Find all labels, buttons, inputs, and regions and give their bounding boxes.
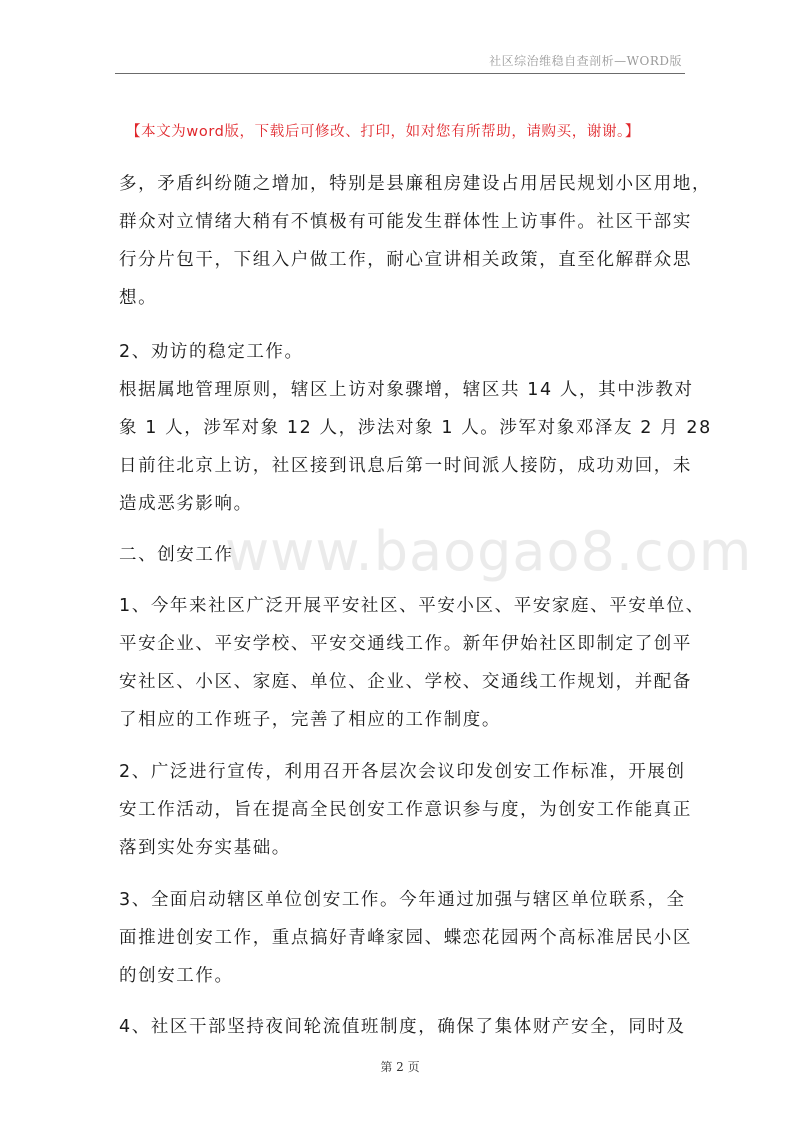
body-line: 想。 xyxy=(119,288,158,308)
download-notice: 【本文为word版，下载后可修改、打印，如对您有所帮助，请购买，谢谢。】 xyxy=(126,124,640,140)
page-number: 第 2 页 xyxy=(380,1060,420,1074)
body-line: 造成恶劣影响。 xyxy=(119,494,253,514)
body-line: 了相应的工作班子，完善了相应的工作制度。 xyxy=(119,710,501,730)
body-line: 落到实处夯实基础。 xyxy=(119,838,291,858)
watermark-text: www.baogao8.com xyxy=(225,520,753,583)
body-line: 安工作活动，旨在提高全民创安工作意识参与度，为创安工作能真正 xyxy=(119,800,692,820)
body-line: 平安企业、平安学校、平安交通线工作。新年伊始社区即制定了创平 xyxy=(119,634,692,654)
body-line: 的创安工作。 xyxy=(119,966,234,986)
body-line: 4、社区干部坚持夜间轮流值班制度，确保了集体财产安全，同时及 xyxy=(119,1017,686,1037)
body-line: 群众对立情绪大稍有不慎极有可能发生群体性上访事件。社区干部实 xyxy=(119,212,692,232)
body-line: 象 1 人，涉军对象 12 人，涉法对象 1 人。涉军对象邓泽友 2 月 28 xyxy=(119,418,712,438)
body-line: 2、广泛进行宣传，利用召开各层次会议印发创安工作标准，开展创 xyxy=(119,762,686,782)
body-line: 面推进创安工作，重点搞好青峰家园、蝶恋花园两个高标准居民小区 xyxy=(119,928,692,948)
body-line: 行分片包干，下组入户做工作，耐心宣讲相关政策，直至化解群众思 xyxy=(119,250,692,270)
body-line: 1、今年来社区广泛开展平安社区、平安小区、平安家庭、平安单位、 xyxy=(119,596,705,616)
section-heading: 2、劝访的稳定工作。 xyxy=(119,342,304,362)
body-line: 安社区、小区、家庭、单位、企业、学校、交通线工作规划，并配备 xyxy=(119,672,692,692)
body-line: 多，矛盾纠纷随之增加，特别是县廉租房建设占用居民规划小区用地， xyxy=(119,174,712,194)
body-line: 3、全面启动辖区单位创安工作。今年通过加强与辖区单位联系，全 xyxy=(119,890,686,910)
section-heading: 二、创安工作 xyxy=(119,545,234,565)
body-line: 日前往北京上访，社区接到讯息后第一时间派人接防，成功劝回，未 xyxy=(119,456,692,476)
page-header-title: 社区综治维稳自查剖析—WORD版 xyxy=(489,54,682,68)
body-line: 根据属地管理原则，辖区上访对象骤增，辖区共 14 人，其中涉教对 xyxy=(119,380,694,400)
